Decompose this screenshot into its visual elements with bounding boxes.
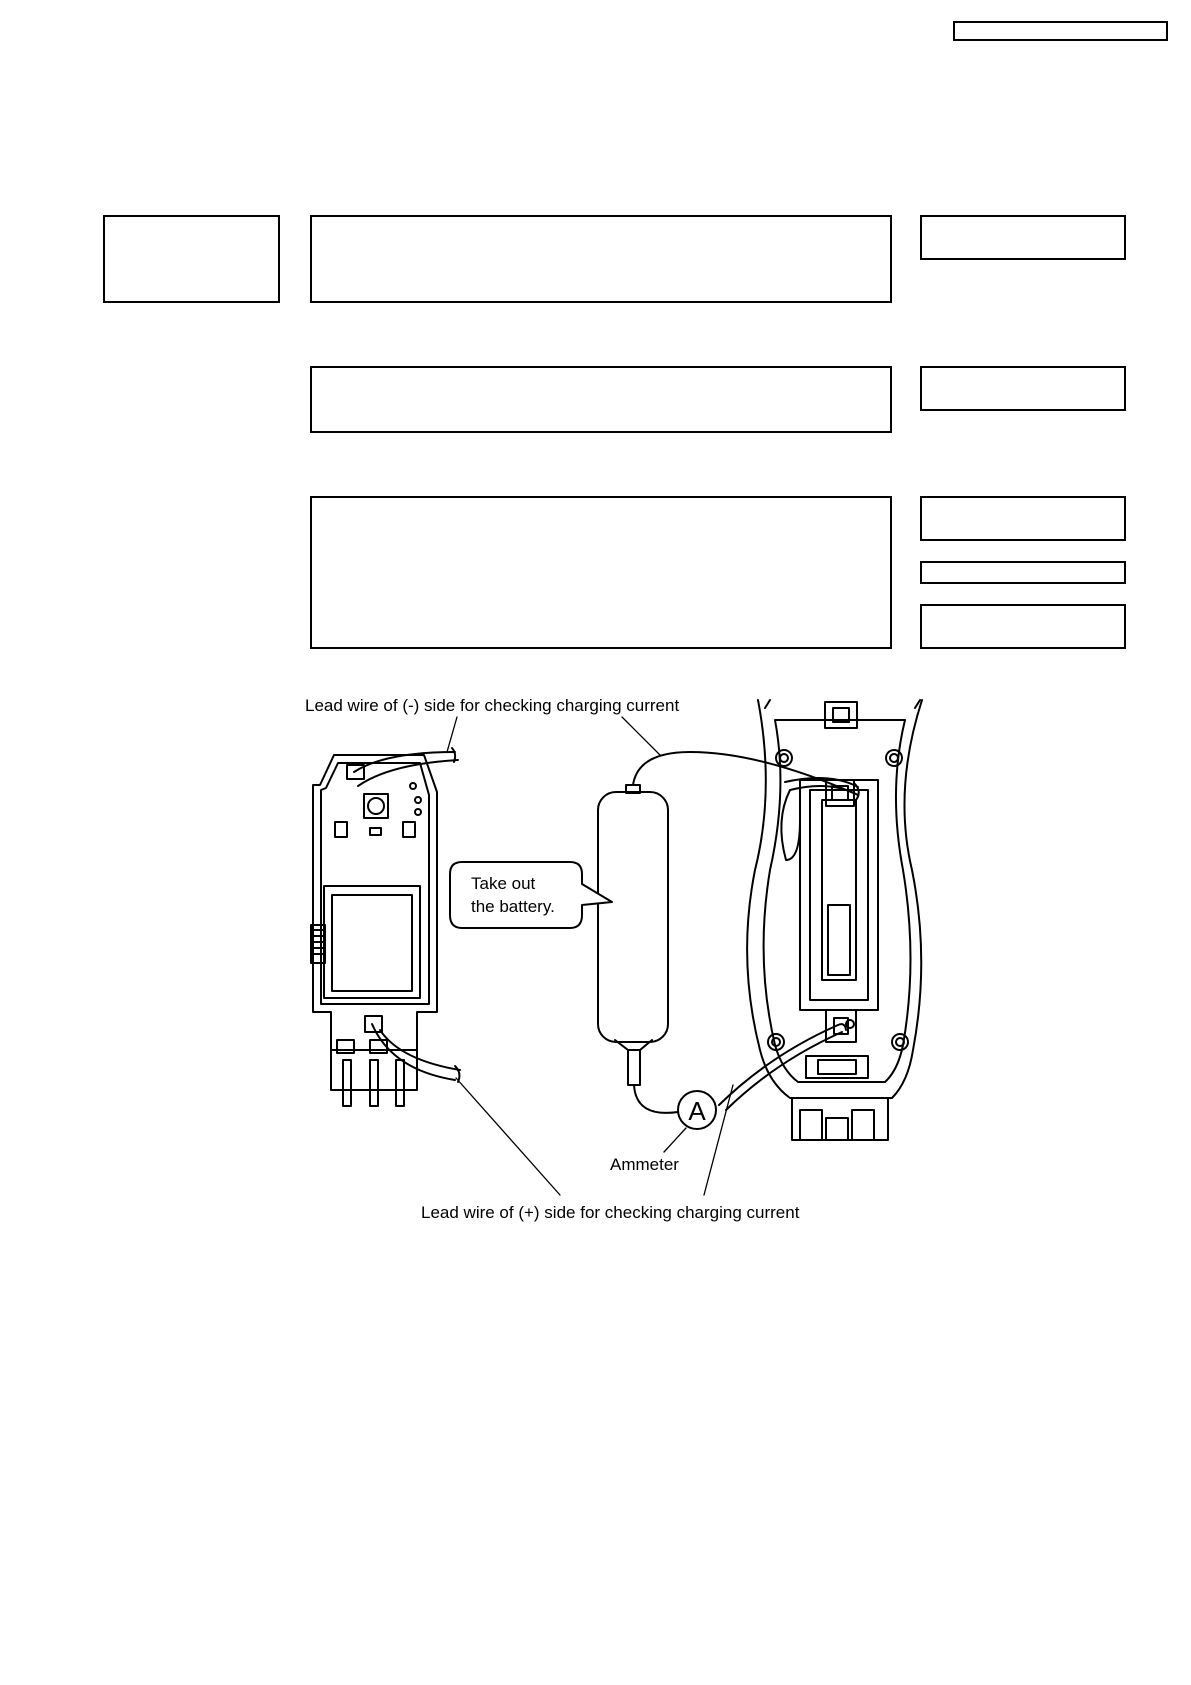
battery <box>598 785 668 1085</box>
callout-line-2: the battery. <box>471 897 555 916</box>
label-lead-minus: Lead wire of (-) side for checking charging current <box>305 696 680 715</box>
ammeter-symbol: A <box>688 1096 706 1126</box>
label-ammeter: Ammeter <box>610 1155 679 1174</box>
label-lead-plus: Lead wire of (+) side for checking charging current <box>421 1203 800 1222</box>
circuit-board-module <box>311 755 437 1106</box>
callout-line-1: Take out <box>471 874 536 893</box>
handset-housing <box>747 700 922 1140</box>
callout-bubble <box>450 862 612 928</box>
